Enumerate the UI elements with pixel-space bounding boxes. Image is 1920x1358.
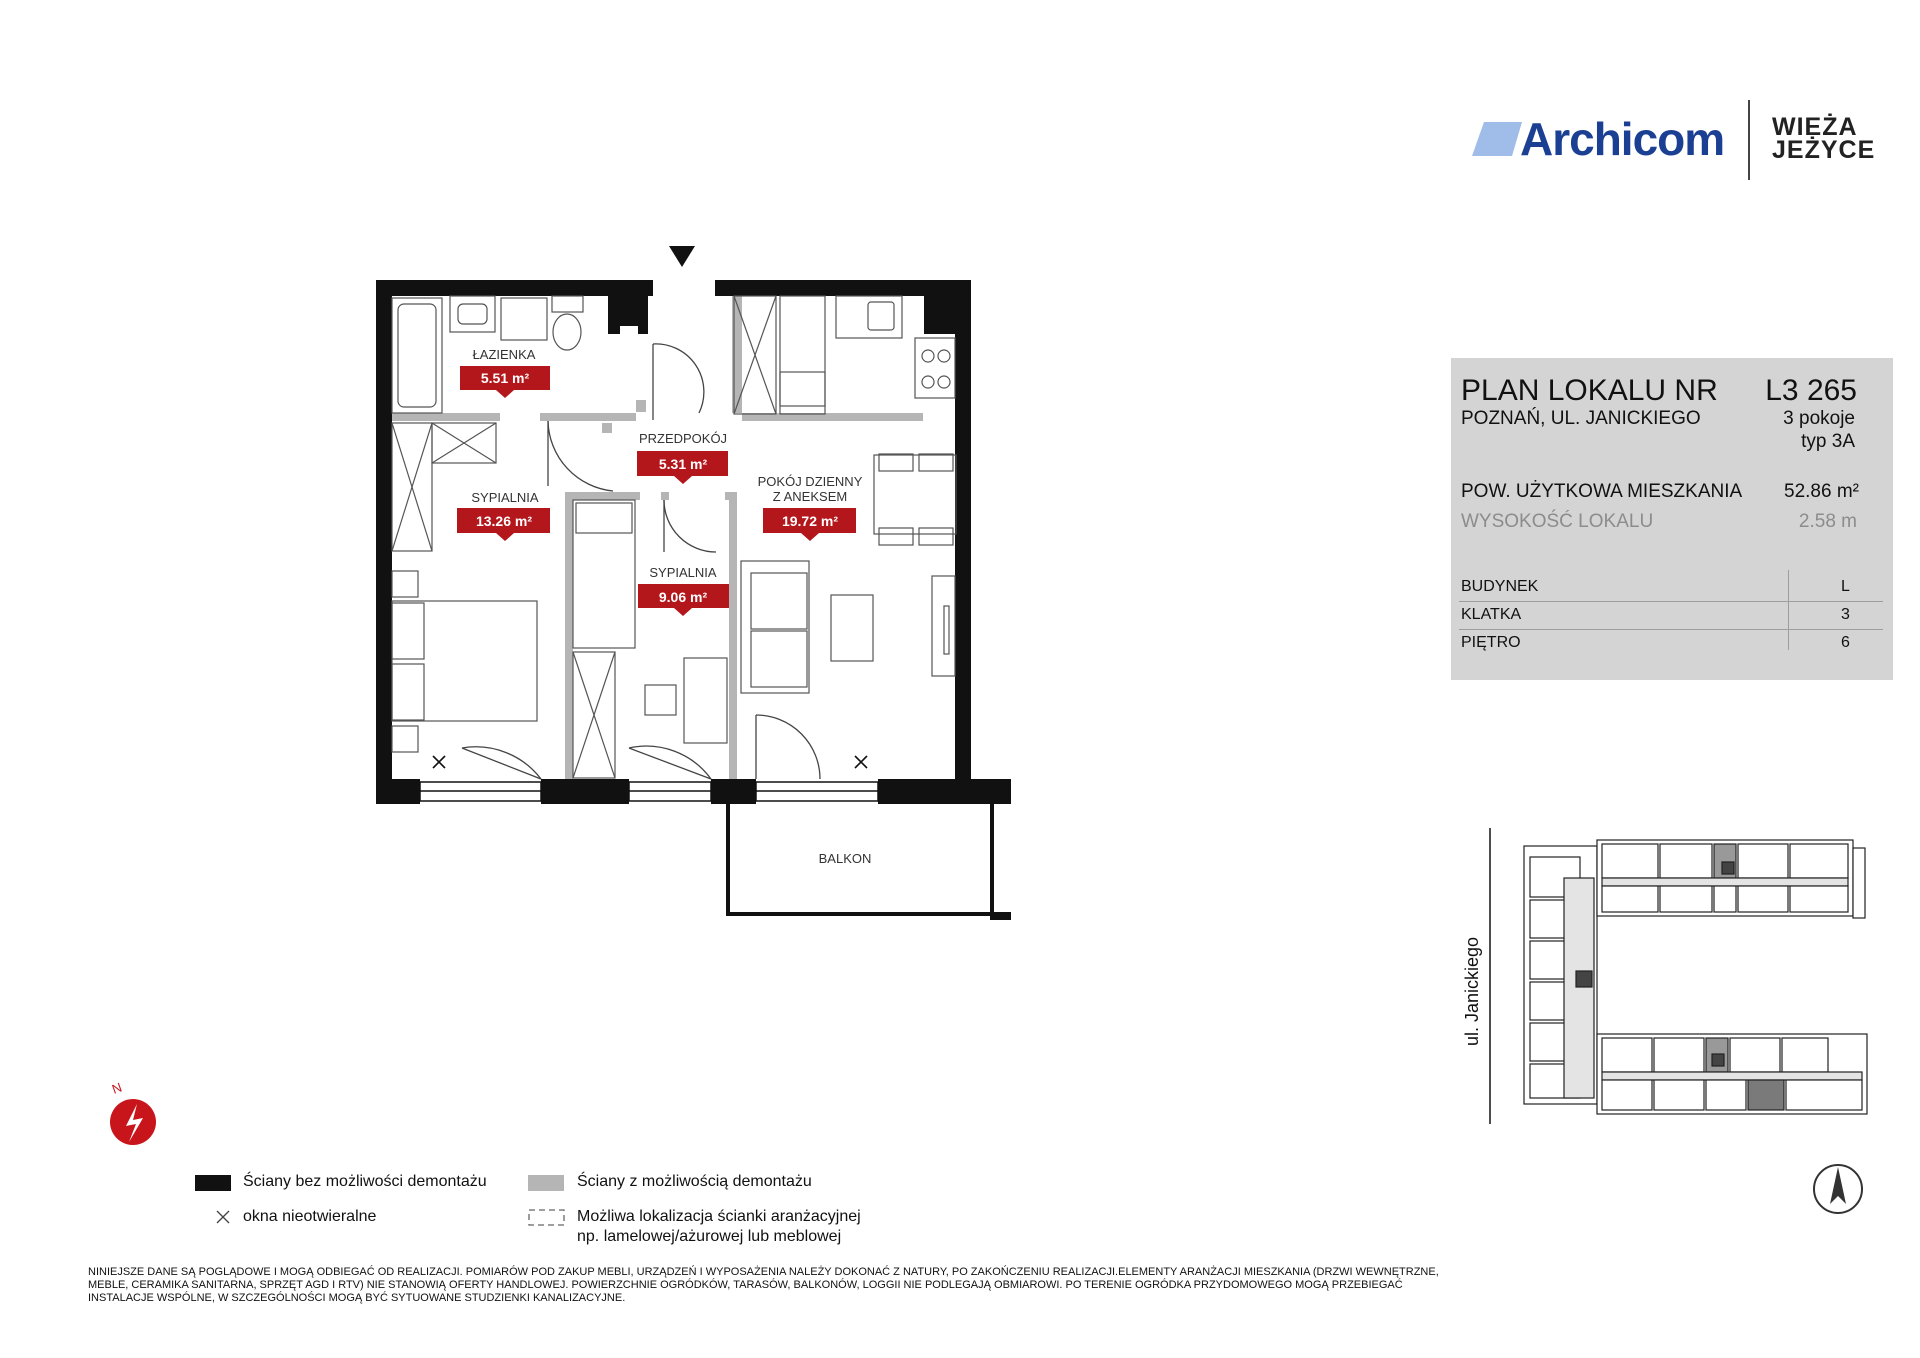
nightstand-icon	[392, 726, 418, 752]
rooms-count: 3 pokoje	[1783, 408, 1855, 429]
room-name: ŁAZIENKA	[472, 347, 536, 362]
project-name-line2: JEŻYCE	[1772, 136, 1876, 164]
chair-icon	[645, 685, 676, 715]
desk-icon	[684, 658, 727, 743]
bathtub-icon	[392, 298, 442, 413]
street-name: ul. Janickiego	[1462, 936, 1482, 1046]
kitchen-counter-icon	[780, 296, 825, 406]
windows	[420, 782, 878, 801]
floor-value: 6	[1841, 634, 1850, 651]
unit-type: typ 3A	[1801, 431, 1855, 452]
legend-fixed-window-text: okna nieotwieralne	[243, 1208, 377, 1225]
toilet-icon	[553, 314, 581, 350]
legend-partition-icon	[529, 1210, 564, 1225]
room-name: SYPIALNIA	[471, 490, 539, 505]
washbasin-icon	[450, 296, 495, 332]
plan-title: PLAN LOKALU NR	[1461, 374, 1718, 407]
address: POZNAŃ, UL. JANICKIEGO	[1461, 408, 1701, 429]
stairwell-label: KLATKA	[1461, 606, 1522, 623]
compass-letter: N	[109, 1079, 124, 1097]
legend-partition-line2: np. lamelowej/ażurowej lub meblowej	[577, 1228, 842, 1245]
room-name-line1: POKÓJ DZIENNY	[757, 474, 863, 489]
disclaimer: NINIEJSZE DANE SĄ POGLĄDOWE I MOGĄ ODBIEGAĆ OD REALIZACJI. POMIARÓW POD ZAKUP MEBLI, URZĄDZEŃ I WYPOSAŻENIA NALEŻY DOKONAĆ Z NATURY, PO ZAKOŃCZENIU REALIZACJI.ELEMENTY ARANŻACJI MIESZKANIA (DRZWI WEWNĘTRZNE, MEBLE, CERAMIKA SANITARNA, SPRZĘT AGD I RTV) NIE STANOWIĄ OFERTY HANDLOWEJ. POWIERZCHNIE OGRÓDKÓW, TARASÓW, BALKONÓW, LOGGII NIE PODLEGAJĄ OBMIAROWI. PO TERENIE OGRÓDKA PRZYDOMOWEGO MOGĄ PRZEBIEGAĆ INSTALACJE WSPÓLNE, W SZCZEGÓLNOŚCI MOGĄ BYĆ SYTUOWANE STUDZIENKI KANALIZACYJNE.	[88, 1266, 1439, 1304]
legend-structural-swatch	[195, 1175, 231, 1191]
cooktop-icon	[915, 338, 955, 398]
site-key-plan	[1490, 828, 1867, 1124]
entrance-arrow-icon	[669, 246, 695, 267]
north-arrow-icon	[1814, 1165, 1862, 1213]
room-hall	[637, 431, 728, 484]
highlighted-unit	[1748, 1080, 1784, 1110]
single-bed-icon	[573, 500, 635, 648]
balcony-label: BALKON	[818, 851, 872, 866]
room-bathroom	[460, 347, 550, 398]
company-logo-text: Archicom	[1520, 113, 1725, 165]
stairwell-value: 3	[1841, 606, 1850, 623]
dining-table-icon	[874, 455, 956, 534]
project-name-line1: WIEŻA	[1772, 113, 1858, 141]
building-label: BUDYNEK	[1461, 578, 1539, 595]
room-area: 5.31 m²	[658, 456, 708, 472]
building-value: L	[1841, 578, 1850, 595]
height-value: 2.58 m	[1798, 511, 1857, 532]
legend-fixed-window-icon	[217, 1211, 229, 1223]
toilet-tank-icon	[552, 296, 583, 312]
room-area: 9.06 m²	[658, 589, 708, 605]
area-value: 52.86 m²	[1784, 481, 1859, 502]
legend-structural-text: Ściany bez możliwości demontażu	[243, 1173, 487, 1190]
legend-partition-line1: Możliwa lokalizacja ścianki aranżacyjnej	[577, 1208, 861, 1225]
room-name: SYPIALNIA	[649, 565, 717, 580]
room-area: 13.26 m²	[475, 513, 533, 529]
room-bedroom-2	[638, 565, 729, 616]
room-name: PRZEDPOKÓJ	[638, 431, 728, 446]
fridge-icon	[780, 372, 825, 414]
room-area: 5.51 m²	[480, 370, 530, 386]
north-compass-icon	[110, 1080, 156, 1145]
room-name-line2: Z ANEKSEM	[772, 489, 848, 504]
double-bed-icon	[392, 601, 537, 721]
area-label: POW. UŻYTKOWA MIESZKANIA	[1461, 481, 1743, 502]
legend-removable-text: Ściany z możliwością demontażu	[577, 1173, 812, 1190]
room-bedroom-1	[457, 490, 550, 541]
legend-partition-text	[577, 1207, 861, 1247]
coffee-table-icon	[831, 595, 873, 661]
legend-removable-swatch	[528, 1175, 564, 1191]
nightstand-icon	[392, 571, 418, 597]
floor-label: PIĘTRO	[1461, 634, 1521, 651]
unit-number: L3 265	[1765, 374, 1857, 407]
washing-machine-icon	[501, 298, 547, 340]
room-area: 19.72 m²	[781, 513, 839, 529]
height-label: WYSOKOŚĆ LOKALU	[1461, 511, 1654, 532]
room-living	[758, 474, 863, 541]
